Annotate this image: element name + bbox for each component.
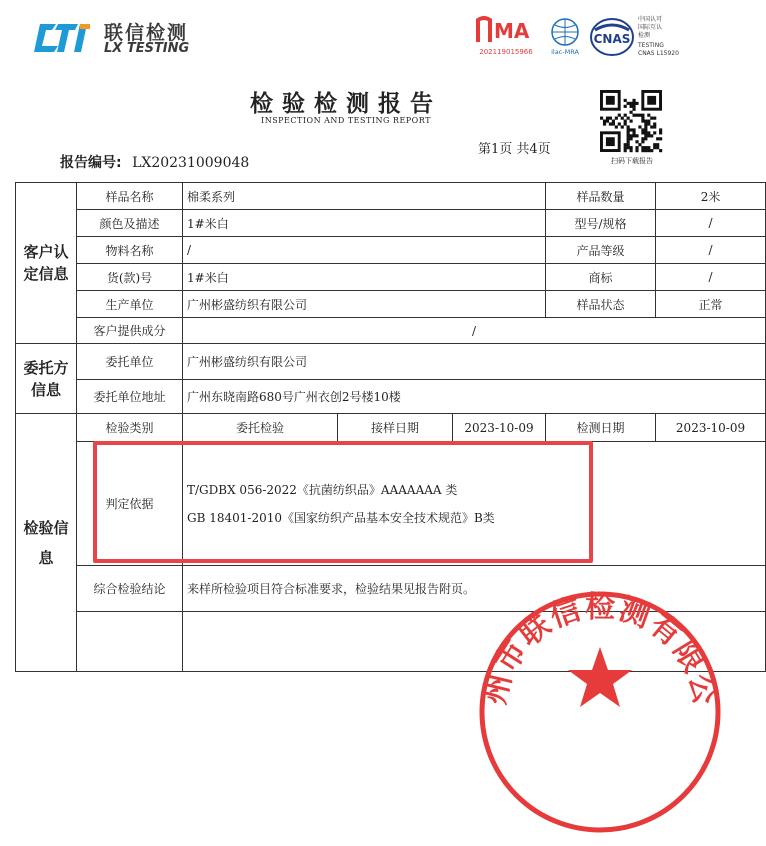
table-row (16, 414, 766, 442)
client-address-label: 委托单位地址 (77, 380, 183, 414)
table-row (16, 210, 766, 237)
cma-logo-icon (474, 14, 538, 44)
conclusion-value: 来样所检验项目符合标准要求，检验结果见报告附页。 (183, 566, 766, 612)
item-number-label: 货(款)号 (77, 264, 183, 291)
cnas-accreditation-text: 中国认可 国际互认 检测 (638, 16, 663, 39)
table-row (16, 183, 766, 210)
trademark-label: 商标 (546, 264, 656, 291)
model-spec-label: 型号/规格 (546, 210, 656, 237)
page-indicator: 第1页 共4页 (478, 142, 551, 157)
test-date-value: 2023-10-09 (656, 414, 766, 442)
empty-cell (77, 612, 183, 672)
cnas-label: CNAS (593, 32, 631, 46)
sample-quantity-label: 样品数量 (546, 183, 656, 210)
sample-name-value: 棉柔系列 (183, 183, 546, 210)
judgement-basis-line: T/GDBX 056-2022《抗菌纺织品》AAAAAAA 类 (187, 482, 458, 497)
sample-status-value: 正常 (656, 291, 766, 318)
ilac-label: ilac-MRA (551, 48, 579, 56)
seal-text: 州市联信检测有限公 (477, 589, 723, 710)
conclusion-label: 综合检验结论 (77, 566, 183, 612)
table-row (16, 264, 766, 291)
color-description-value: 1#米白 (183, 210, 546, 237)
report-subtitle: INSPECTION AND TESTING REPORT (261, 116, 431, 125)
product-grade-label: 产品等级 (546, 237, 656, 264)
trademark-value: / (656, 264, 766, 291)
logo-chinese-name: 联信检测 (104, 22, 189, 44)
table-row (16, 344, 766, 380)
cnas-mark (589, 16, 635, 62)
cma-label: MA (494, 19, 530, 43)
item-number-value: 1#米白 (183, 264, 546, 291)
receive-date-value: 2023-10-09 (453, 414, 546, 442)
receive-date-label: 接样日期 (338, 414, 453, 442)
inspection-section-label: 检验信息 (16, 414, 77, 672)
client-unit-value: 广州彬盛纺织有限公司 (183, 344, 766, 380)
sample-status-label: 样品状态 (546, 291, 656, 318)
inspection-type-label: 检验类别 (77, 414, 183, 442)
judgement-basis-line: GB 18401-2010《国家纺织产品基本安全技术规范》B类 (187, 510, 495, 525)
table-row (16, 237, 766, 264)
cma-mark (474, 14, 538, 56)
report-title: 检验检测报告 (250, 90, 442, 117)
model-spec-value: / (656, 210, 766, 237)
company-logo-icon (34, 20, 96, 56)
product-grade-value: / (656, 237, 766, 264)
client-address-value: 广州东晓南路680号广州衣创2号楼10楼 (183, 380, 766, 414)
report-number-label: 报告编号: (60, 155, 122, 171)
table-row (16, 318, 766, 344)
customer-section-label: 客户认定信息 (16, 183, 77, 344)
manufacturer-value: 广州彬盛纺织有限公司 (183, 291, 546, 318)
cma-number: 202119015966 (479, 48, 533, 56)
provided-composition-label: 客户提供成分 (77, 318, 183, 344)
logo-english-name: LX TESTING (104, 41, 190, 56)
manufacturer-label: 生产单位 (77, 291, 183, 318)
material-name-value: / (183, 237, 546, 264)
sample-name-label: 样品名称 (77, 183, 183, 210)
sample-quantity-value: 2米 (656, 183, 766, 210)
report-number-line (60, 152, 249, 172)
client-unit-label: 委托单位 (77, 344, 183, 380)
test-date-label: 检测日期 (546, 414, 656, 442)
cnas-logo-icon (589, 16, 635, 58)
inspection-type-value: 委托检验 (183, 414, 338, 442)
cnas-number: CNAS L15920 (638, 50, 679, 57)
color-description-label: 颜色及描述 (77, 210, 183, 237)
qr-caption: 扫码下载报告 (611, 157, 653, 165)
table-row (16, 291, 766, 318)
ilac-globe-icon (545, 16, 585, 56)
material-name-label: 物料名称 (77, 237, 183, 264)
ilac-mra-mark (545, 16, 585, 60)
qr-code-icon[interactable] (600, 90, 662, 152)
cnas-testing-label: TESTING (638, 42, 664, 49)
table-row (16, 380, 766, 414)
provided-composition-value: / (183, 318, 766, 344)
client-section-label: 委托方信息 (16, 344, 77, 414)
judgement-basis-label: 判定依据 (77, 442, 183, 566)
company-seal-stamp (470, 582, 730, 842)
highlight-box (93, 441, 593, 563)
report-number: LX20231009048 (132, 155, 250, 171)
